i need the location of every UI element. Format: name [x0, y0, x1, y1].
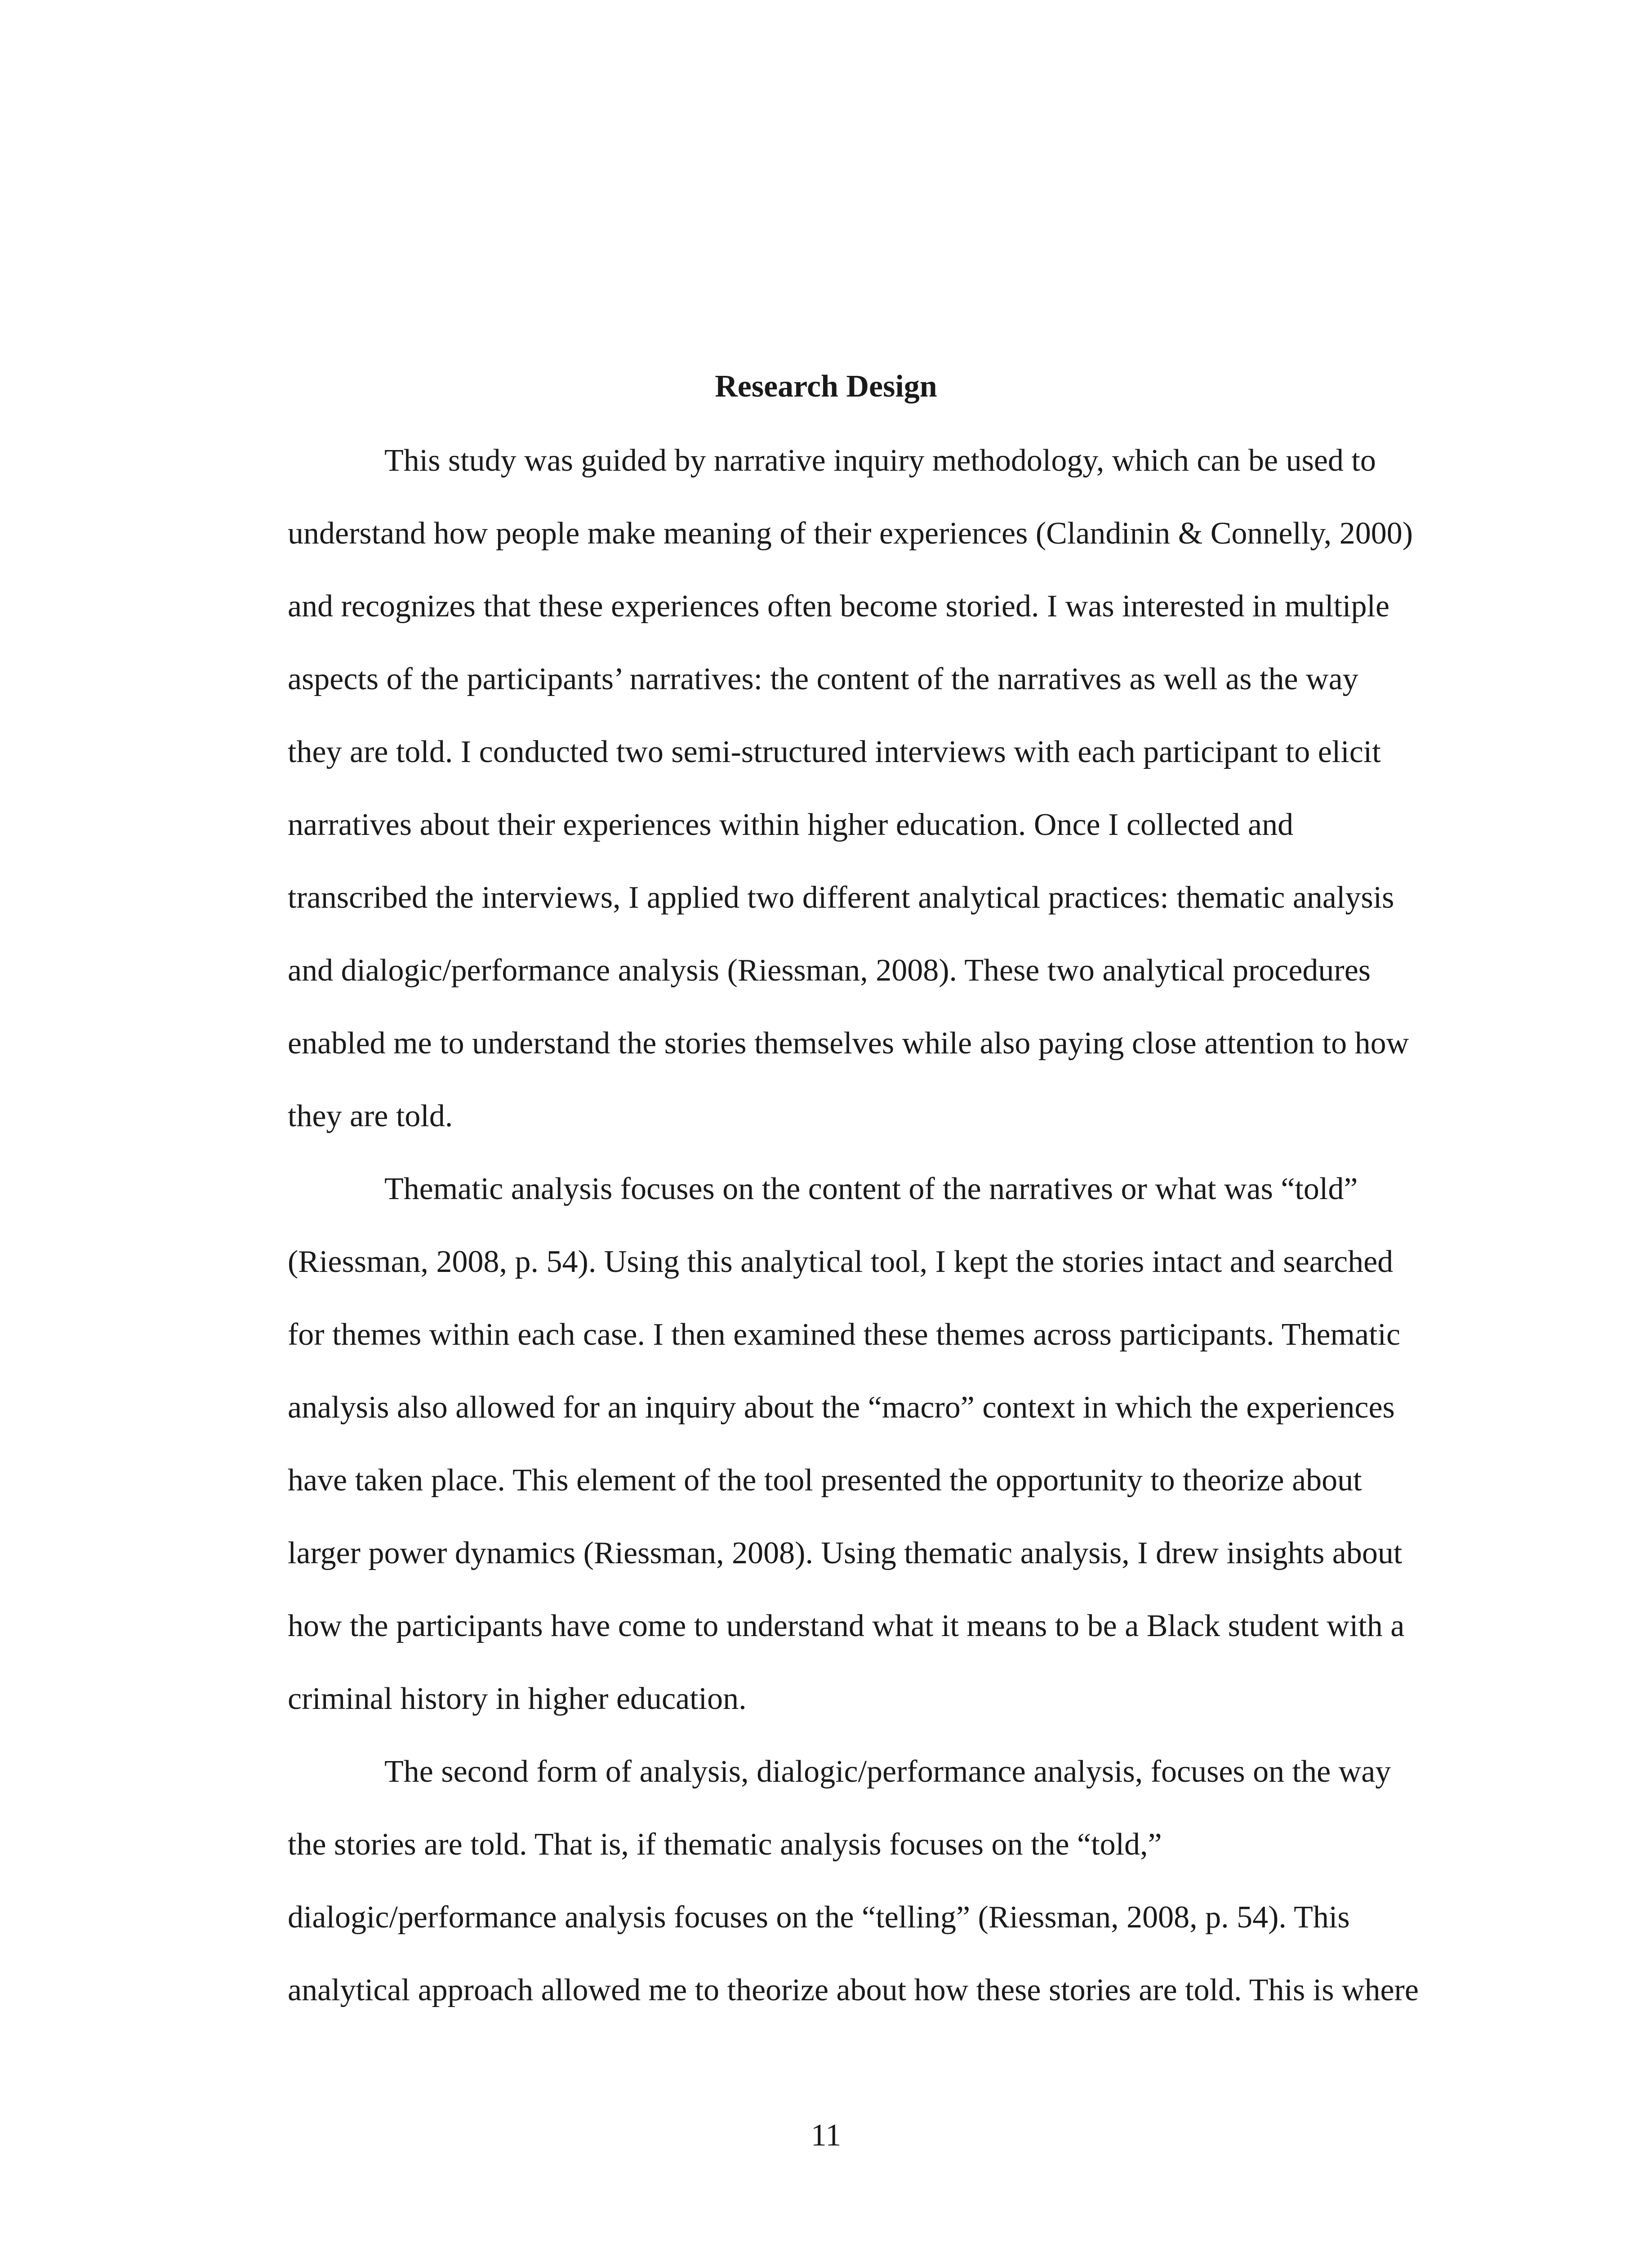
page-number: 11: [810, 2118, 842, 2153]
body-line: they are told.: [288, 1099, 453, 1133]
body-line: This study was guided by narrative inquiry methodology, which can be used to: [384, 443, 1376, 478]
body-line: aspects of the participants’ narratives: the content of the narratives as well as the way: [288, 662, 1358, 696]
body-line: analysis also allowed for an inquiry about the “macro” context in which the experiences: [288, 1390, 1395, 1425]
body-line: larger power dynamics (Riessman, 2008). Using thematic analysis, I drew insights about: [288, 1536, 1403, 1570]
body-line: criminal history in higher education.: [288, 1682, 747, 1716]
body-line: transcribed the interviews, I applied two different analytical practices: thematic analysis: [288, 880, 1394, 915]
section-heading: Research Design: [715, 369, 937, 404]
body-line: how the participants have come to understand what it means to be a Black student with a: [288, 1609, 1405, 1643]
body-line: understand how people make meaning of their experiences (Clandinin & Connelly, 2000): [288, 516, 1413, 551]
body-line: Thematic analysis focuses on the content of the narratives or what was “told”: [384, 1172, 1358, 1206]
body-line: enabled me to understand the stories themselves while also paying close attention to how: [288, 1026, 1409, 1061]
body-line: narratives about their experiences within higher education. Once I collected and: [288, 807, 1294, 842]
body-line: (Riessman, 2008, p. 54). Using this analytical tool, I kept the stories intact and searched: [288, 1244, 1394, 1279]
body-line: the stories are told. That is, if thematic analysis focuses on the “told,”: [288, 1827, 1162, 1862]
body-line: dialogic/performance analysis focuses on the “telling” (Riessman, 2008, p. 54). This: [288, 1900, 1350, 1935]
body-line: have taken place. This element of the tool presented the opportunity to theorize about: [288, 1463, 1362, 1498]
body-line: they are told. I conducted two semi-structured interviews with each participant to elicit: [288, 735, 1381, 769]
body-line: for themes within each case. I then examined these themes across participants. Thematic: [288, 1317, 1401, 1352]
body-line: The second form of analysis, dialogic/performance analysis, focuses on the way: [384, 1754, 1391, 1789]
body-line: analytical approach allowed me to theorize about how these stories are told. This is where: [288, 1973, 1419, 2007]
body-line: and recognizes that these experiences often become storied. I was interested in multiple: [288, 589, 1390, 624]
body-line: and dialogic/performance analysis (Riessman, 2008). These two analytical procedures: [288, 953, 1371, 988]
